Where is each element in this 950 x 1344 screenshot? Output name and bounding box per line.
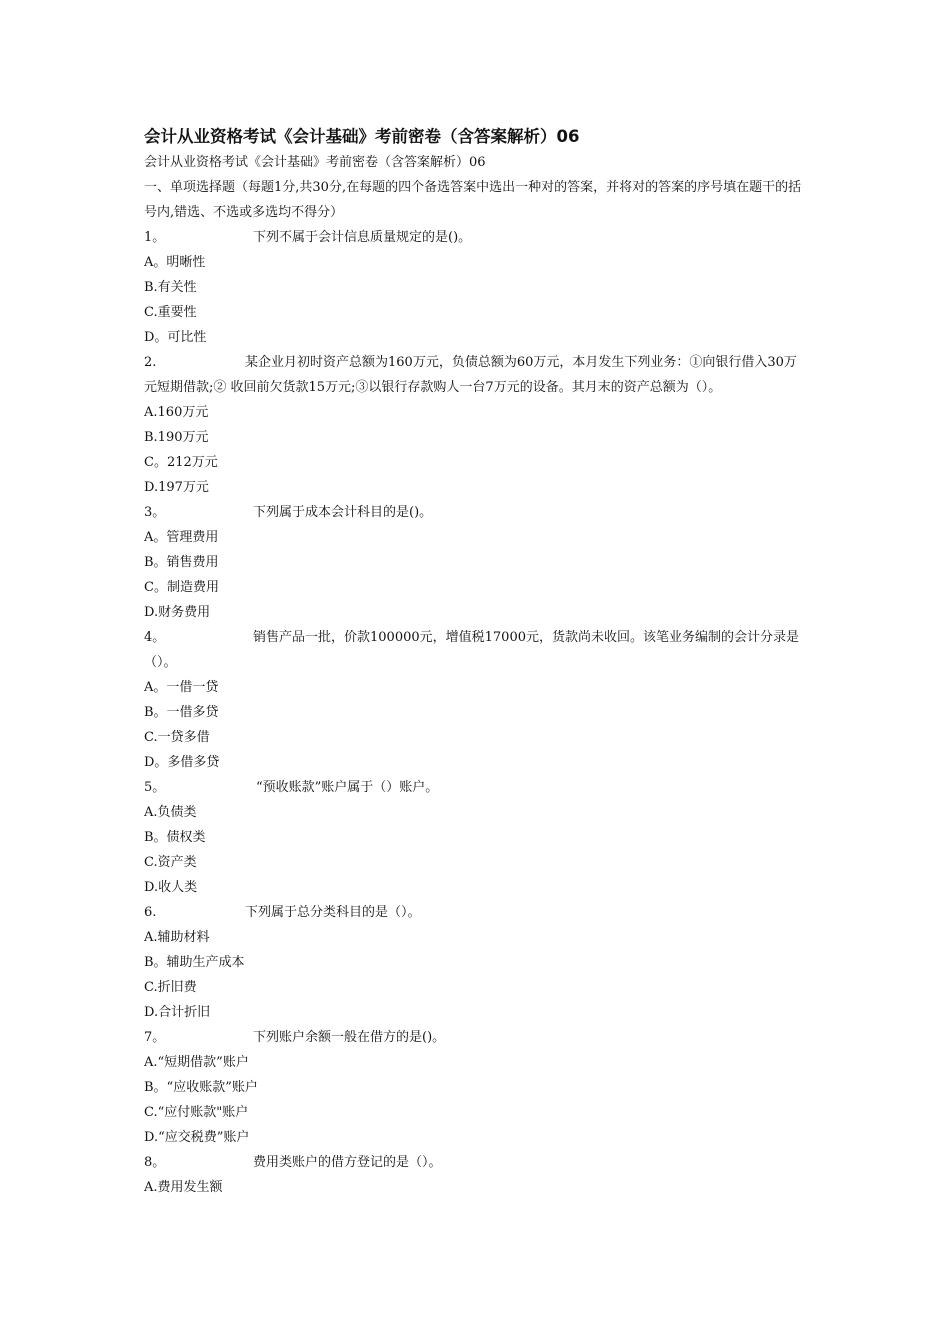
document-title: 会计从业资格考试《会计基础》考前密卷（含答案解析）06 — [144, 127, 580, 146]
question-number: 2. — [144, 355, 157, 370]
question-number: 1。 — [144, 230, 166, 245]
question-stem — [144, 1150, 804, 1175]
option-d: D.合计折旧 — [144, 1005, 211, 1020]
option-c: C.“应付账款"账户 — [144, 1105, 249, 1120]
question-text: 下列属于总分类科目的是（）。 — [245, 905, 421, 920]
option-b: B。辅助生产成本 — [144, 955, 245, 970]
question-number: 4。 — [144, 630, 166, 645]
question-stem — [144, 350, 804, 400]
question-4 — [144, 625, 804, 775]
question-6 — [144, 900, 804, 1025]
question-text: 下列属于成本会计科目的是()。 — [253, 505, 433, 520]
option-c: C。制造费用 — [144, 580, 219, 595]
question-text: 某企业月初时资产总额为160万元，负债总额为60万元，本月发生下列业务：①向银行借入30万元短期借款;② 收回前欠货款15万元;③以银行存款购人一台7万元的设备。其月末的资产总额为（）。 — [144, 355, 797, 395]
option-b: B。销售费用 — [144, 555, 219, 570]
document-subtitle: 会计从业资格考试《会计基础》考前密卷（含答案解析）06 — [144, 155, 486, 170]
option-d: D。多借多贷 — [144, 755, 220, 770]
question-stem — [144, 225, 804, 250]
question-number: 5。 — [144, 780, 166, 795]
option-c: C.重要性 — [144, 305, 197, 320]
option-b: B.190万元 — [144, 430, 209, 445]
question-stem — [144, 775, 804, 800]
question-stem — [144, 900, 804, 925]
option-a: A.负债类 — [144, 805, 197, 820]
question-number: 6. — [144, 905, 157, 920]
option-c: C.折旧费 — [144, 980, 197, 995]
option-a: A.费用发生额 — [144, 1180, 223, 1195]
option-b: B.有关性 — [144, 280, 197, 295]
option-a: A.“短期借款”账户 — [144, 1055, 249, 1070]
section-heading: 一、单项选择题（每题1分,共30分,在每题的四个备选答案中选出一种对的答案，并将对的答案的序号填在题干的括号内,错选、不选或多选均不得分） — [144, 180, 802, 220]
option-d: D.197万元 — [144, 480, 209, 495]
option-a: A.160万元 — [144, 405, 209, 420]
question-number: 8。 — [144, 1155, 166, 1170]
question-number: 7。 — [144, 1030, 166, 1045]
question-number: 3。 — [144, 505, 166, 520]
option-a: A。一借一贷 — [144, 680, 219, 695]
question-text: 下列不属于会计信息质量规定的是()。 — [253, 230, 472, 245]
option-c: C.一贷多借 — [144, 730, 210, 745]
question-1 — [144, 225, 804, 350]
question-text: 销售产品一批，价款100000元，增值税17000元，货款尚未收回。该笔业务编制的会计分录是（）。 — [144, 630, 799, 670]
question-stem — [144, 1025, 804, 1050]
option-d: D.收人类 — [144, 880, 198, 895]
option-a: A.辅助材料 — [144, 930, 210, 945]
question-2 — [144, 350, 804, 500]
question-stem — [144, 500, 804, 525]
option-b: B。债权类 — [144, 830, 206, 845]
option-b: B。“应收账款”账户 — [144, 1080, 258, 1095]
question-3 — [144, 500, 804, 625]
question-stem — [144, 625, 804, 675]
question-7 — [144, 1025, 804, 1150]
option-d: D。可比性 — [144, 330, 207, 345]
question-5 — [144, 775, 804, 900]
option-a: A。明晰性 — [144, 255, 206, 270]
document-body — [144, 124, 804, 1200]
option-d: D.财务费用 — [144, 605, 211, 620]
option-b: B。一借多贷 — [144, 705, 219, 720]
option-c: C。212万元 — [144, 455, 218, 470]
question-text: 费用类账户的借方登记的是（）。 — [253, 1155, 442, 1170]
question-text: 下列账户余额一般在借方的是()。 — [253, 1030, 446, 1045]
question-text: “预收账款”账户属于（）账户。 — [256, 780, 439, 795]
option-c: C.资产类 — [144, 855, 197, 870]
option-d: D.“应交税费”账户 — [144, 1130, 250, 1145]
option-a: A。管理费用 — [144, 530, 219, 545]
question-8 — [144, 1150, 804, 1200]
